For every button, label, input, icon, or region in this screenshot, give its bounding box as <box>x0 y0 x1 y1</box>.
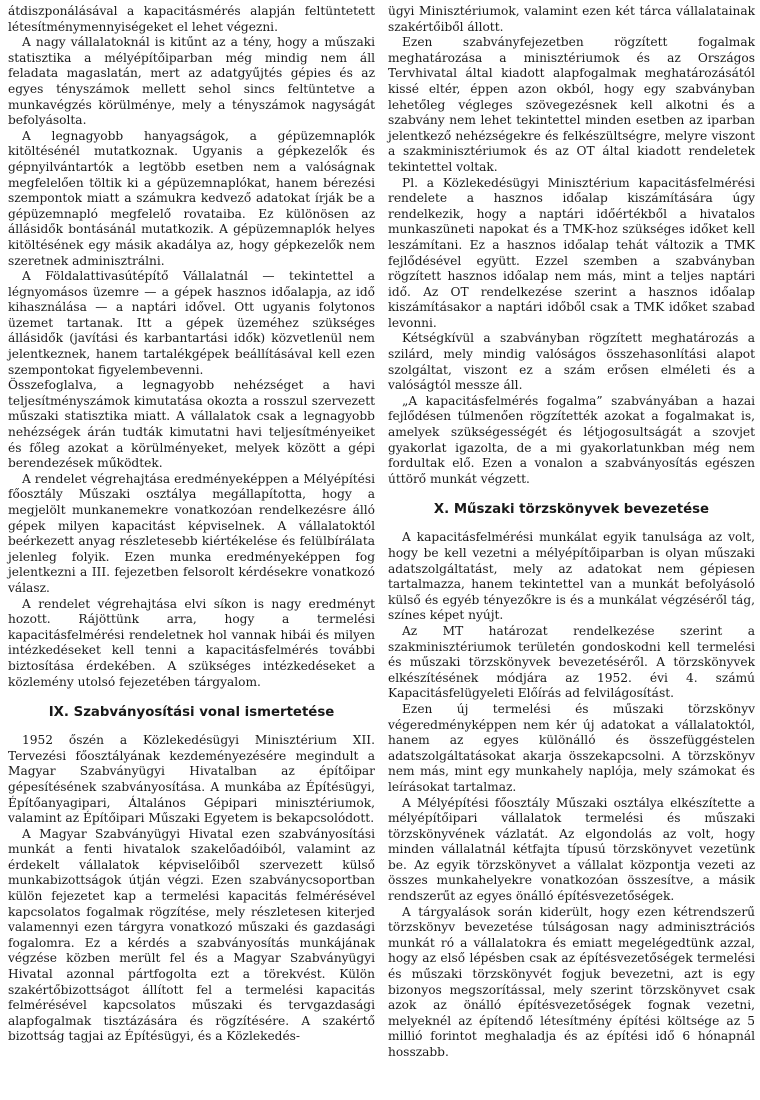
left-column <box>8 4 375 1045</box>
section-heading-ix: IX. Szabványosítási vonal ismertetése <box>48 705 335 721</box>
paragraph: 1952 őszén a Közlekedésügyi Minisztérium XII. Tervezési főosztályának kezdeményezésére megindult a Magyar Szabványügyi Hivatalban az építőipar gépesítésének szabványosítása. A munkába az Építésügyi, Építőanyagipari, Általános Gépipari minisztériumok, valamint az Építőipari Műszaki Egyetem is bekapcsolódott. <box>8 733 375 826</box>
right-column <box>388 4 755 1061</box>
paragraph: A nagy vállalatoknál is kitűnt az a tény, hogy a műszaki statisztika a mélyépítőiparban még mindig nem áll feladata magaslatán, mert az adatgyűjtés gépies és az egyes tényszámok mellett sehol sincs feltüntetve a munkavégzés körülménye, mely a tényszámok nagyságát befolyásolta. <box>8 35 375 128</box>
paragraph: Ezen szabványfejezetben rögzített fogalmak meghatározása a minisztériumok és az Országos Tervhivatal által kiadott alapfogalmak meghatározásától kissé eltér, éppen azon okból, hogy egy szabványban lehetőleg végleges szövegezésnek kell alkotni és a szabvány nem lehet tekintettel minden esetben az iparban jelentkező nehézségekre és felkészültségre, melyre viszont a szakminisztériumok és az OT által kiadott rendeletek tekintettel voltak. <box>388 35 755 174</box>
paragraph: A Mélyépítési főosztály Műszaki osztálya elkészítette a mélyépítőipari vállalatok termelési és műszaki törzskönyvének vázlatát. Az elgondolás az volt, hogy minden vállalatnál kétfajta típusú törzskönyvet vezetünk be. Az egyik törzskönyvet a vállalat központja vezeti az összes munkahelyekre vonatkozóan összesítve, a másik rendszerűt az egyes önálló építésvezetőségek. <box>388 795 755 904</box>
paragraph: Ezen új termelési és műszaki törzskönyv végeredményképpen nem kér új adatokat a vállalatoktól, hanem az egyes különálló és összefüggéstelen adatszolgáltatásokat akarja összekapcsolni. A törzskönyv nem más, mint egy munkahely naplója, mely számokat és leírásokat tartalmaz. <box>388 701 755 794</box>
paragraph: A Magyar Szabványügyi Hivatal ezen szabványosítási munkát a fenti hivatalok szakelőadóiból, valamint az érdekelt vállalatok képviselőiből szervezett külső munkabizottságok útján végzi. Ezen szabványcsoportban külön fejezetet kap a termelési kapacitás felmérésével kapcsolatos fogalmak rögzítése, mely részletesen kiterjed valamennyi ezen tárgyra vonatkozó műszaki és gazdasági fogalomra. Ez a kérdés a szabványosítás munkájának végzése közben merült fel és a Magyar Szabványügyi Hivatal azonnal pártfogolta ezt a törekvést. Külön szakértőbizottságot állított fel a termelési kapacitás felmérésével kapcsolatos műszaki és tervgazdasági alapfogalmak tisztázására és rögzítésére. A szakértő bizottság tagjai az Építésügyi, és a Közlekedés- <box>8 826 375 1044</box>
paragraph: Kétségkívül a szabványban rögzített meghatározás a szilárd, mely mindig valóságos összehasonlítási alapot szolgáltat, viszont ez a szám erősen elméleti és a valóságtól messze áll. <box>388 331 755 393</box>
paragraph: A kapacitásfelmérési munkálat egyik tanulsága az volt, hogy be kell vezetni a mélyépítőiparban is olyan műszaki adatszolgáltatást, mely az adatokat nem gépiesen tartalmazza, hanem tekintettel van a munkát befolyásoló külső és egyéb tényezőkre is és a munkálat végzéséről tág, színes képet nyújt. <box>388 530 755 623</box>
paragraph: A rendelet végrehajtása eredményeképpen a Mélyépítési főosztály Műszaki osztálya megállapította, hogy a megjelölt munkanemekre vonatkozóan rendelkezésre álló gépek milyen kapacitást képviselnek. A vállalatoktól beérkezett anyag részletesebb kiértékelése és felülbírálata jelenleg folyik. Ezen munka eredményeképpen fog jelentkezni a III. fejezetben felsorolt kérdésekre vonatkozó válasz. <box>8 471 375 595</box>
paragraph: Összefoglalva, a legnagyobb nehézséget a havi teljesítményszámok kimutatása okozta a rosszul szervezett műszaki statisztika miatt. A vállalatok csak a legnagyobb nehézségek árán tudták kimutatni havi teljesítményeiket és főleg azokat a körülményeket, melyek között a gépi berendezések működtek. <box>8 378 375 471</box>
document-page <box>8 4 755 1092</box>
paragraph: A rendelet végrehajtása elvi síkon is nagy eredményt hozott. Rájöttünk arra, hogy a termelési kapacitásfelmérési rendeletnek hol vannak hibái és milyen intézkedéseket kell tenni a kapacitásfelmérés további biztosítása érdekében. A szükséges intézkedéseket a közlemény utolsó fejezetében tárgyalom. <box>8 596 375 689</box>
paragraph: A legnagyobb hanyagságok, a gépüzemnaplók kitöltésénél mutatkoznak. Ugyanis a gépkezelők és gépnyilvántartók a legtöbb esetben nem a valóságnak megfelelően töltik ki a gépüzemnaplókat, hanem bérezési szempontok miatt a számukra kedvező adatokat írják be a gépüzemnapló megfelelő rovataiba. Ez különösen az állásidők bontásánál mutatkozik. A gépüzemnaplók helyes kitöltésének egy másik akadálya az, hogy gépkezelők nem szeretnek adminisztrálni. <box>8 128 375 268</box>
paragraph: Az MT határozat rendelkezése szerint a szakminisztériumok területén gondoskodni kell termelési és műszaki törzskönyvek bevezetéséről. A törzskönyvek elkészítésének módjára az 1952. évi 4. számú Kapacitásfelügyeleti Előírás ad felvilágosítást. <box>388 623 755 701</box>
paragraph: A tárgyalások során kiderült, hogy ezen kétrendszerű törzskönyv bevezetése túlságosan nagy adminisztrációs munkát ró a vállalatokra és emiatt megelégedtünk azzal, hogy az első lépésben csak az építésvezetőségek termelési és műszaki törzskönyvét fogjuk bevezetni, azt is egy bizonyos megszorítással, mely szerint törzskönyvet csak azok az önálló építésvezetőségek fognak vezetni, melyeknél az építendő létesítmény építési költsége az 5 millió forintot meghaladja és az építési idő 6 hónapnál hosszabb. <box>388 904 755 1059</box>
section-heading-x: X. Műszaki törzskönyvek bevezetése <box>433 502 710 518</box>
paragraph: ügyi Minisztériumok, valamint ezen két tárca vállalatainak szakértőiből állott. <box>388 4 755 34</box>
paragraph: A Földalattivasútépítő Vállalatnál — tekintettel a légnyomásos üzemre — a gépek hasznos időalapja, az idő kihasználása — a naptári idővel. Ott ugyanis folytonos üzemet tartanak. Itt a gépek üzeméhez szükséges állásidők (javítási és karbantartási idők) közvetlenül nem jelentkeznek, hanem tartalékgépek beállításával kell ezen szempontokat figyelembevenni. <box>8 269 375 377</box>
paragraph: Pl. a Közlekedésügyi Minisztérium kapacitásfelmérési rendelete a hasznos időalap kiszámítására úgy rendelkezik, hogy a naptári időértékből a hivatalos munkaszüneti napokat és a TMK-hoz szükséges időket kell leszámítani. Ez a hasznos időalap tehát változik a TMK fejlődésével együtt. Ezzel szemben a szabványban rögzített hasznos időalap nem más, mint a teljes naptári idő. Az OT rendelkezése szerint a hasznos időalap kiszámításakor a naptári időből csak a TMK időket szabad levonni. <box>388 175 755 330</box>
paragraph: „A kapacitásfelmérés fogalma” szabványában a hazai fejlődésen túlmenően rögzítették azokat a fogalmakat is, amelyek szükségességét és létjogosultságát a szovjet gyakorlat igazolta, de a mi gyakorlatunkban még nem fordultak elő. Ezen a vonalon a szabványosítás egészen úttörő munkát végzett. <box>388 393 755 486</box>
paragraph: átdiszponálásával a kapacitásmérés alapján feltüntetett létesítménymennyiségeket el lehet végezni. <box>8 4 375 34</box>
